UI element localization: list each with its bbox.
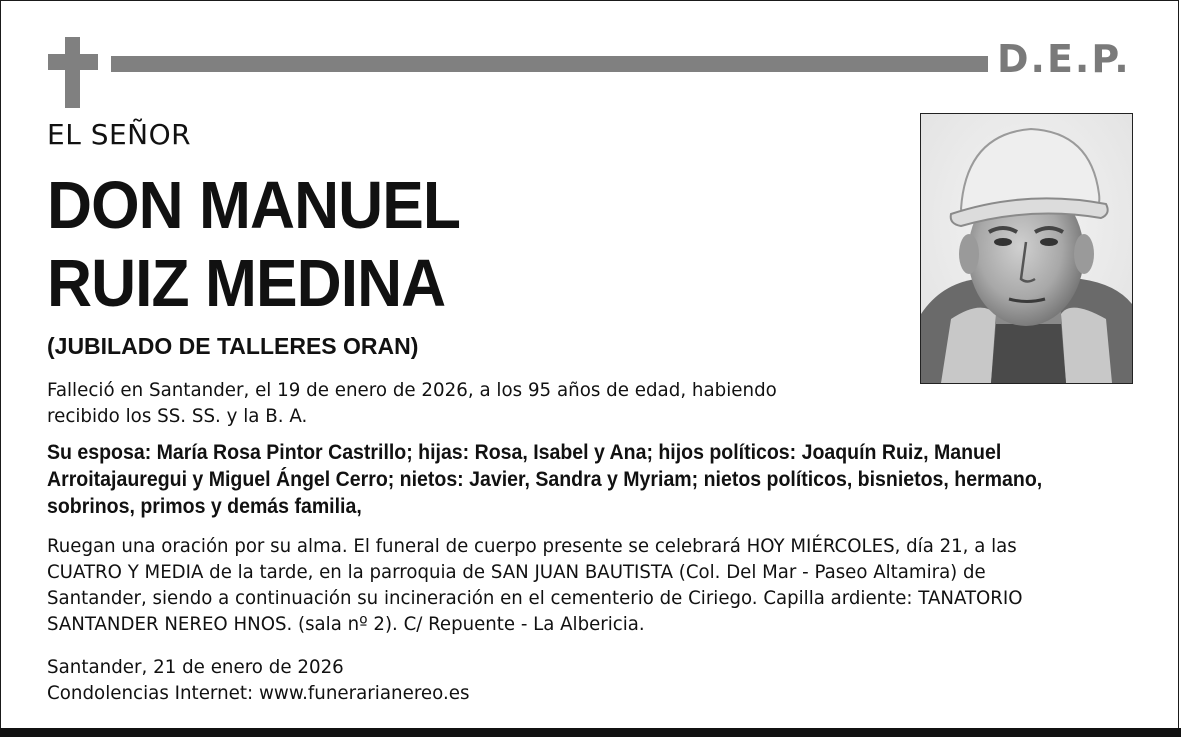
header-rule bbox=[111, 56, 988, 72]
funeral-details bbox=[47, 533, 1023, 637]
cross-icon-bar bbox=[48, 54, 98, 70]
family-list bbox=[47, 439, 1042, 520]
deceased-name-line-2: RUIZ MEDINA bbox=[47, 246, 446, 321]
death-notice-line: recibido los SS. SS. y la B. A. bbox=[47, 405, 308, 427]
place-date: Santander, 21 de enero de 2026 bbox=[47, 656, 344, 678]
footer-info bbox=[47, 654, 470, 706]
death-notice-line: Falleció en Santander, el 19 de enero de 2026, a los 95 años de edad, habiendo bbox=[47, 379, 777, 401]
deceased-photo bbox=[920, 113, 1133, 384]
condolences-link: Condolencias Internet: www.funerarianereo.es bbox=[47, 682, 470, 704]
funeral-line: SANTANDER NEREO HNOS. (sala nº 2). C/ Repuente - La Albericia. bbox=[47, 613, 645, 635]
cross-icon bbox=[65, 37, 80, 108]
funeral-line: Santander, siendo a continuación su incineración en el cementerio de Ciriego. Capilla ardiente: TANATORIO bbox=[47, 587, 1023, 609]
title-prefix: EL SEÑOR bbox=[47, 118, 192, 151]
funeral-line: CUATRO Y MEDIA de la tarde, en la parroquia de SAN JUAN BAUTISTA (Col. Del Mar - Paseo Altamira) de bbox=[47, 561, 986, 583]
family-line: Arroitajauregui y Miguel Ángel Cerro; nietos: Javier, Sandra y Myriam; nietos políticos, bisnietos, hermano, bbox=[47, 468, 1043, 491]
family-line: Su esposa: María Rosa Pintor Castrillo; hijas: Rosa, Isabel y Ana; hijos políticos: Joaquín Ruiz, Manuel bbox=[47, 441, 1002, 464]
death-notice bbox=[47, 377, 777, 429]
dep-label: D.E.P. bbox=[997, 37, 1131, 81]
funeral-line: Ruegan una oración por su alma. El funeral de cuerpo presente se celebrará HOY MIÉRCOLES, día 21, a las bbox=[47, 535, 1017, 557]
bottom-rule bbox=[0, 728, 1181, 737]
deceased-name-line-1: DON MANUEL bbox=[47, 168, 461, 243]
occupation: (JUBILADO DE TALLERES ORAN) bbox=[47, 333, 419, 359]
family-line: sobrinos, primos y demás familia, bbox=[47, 495, 362, 518]
